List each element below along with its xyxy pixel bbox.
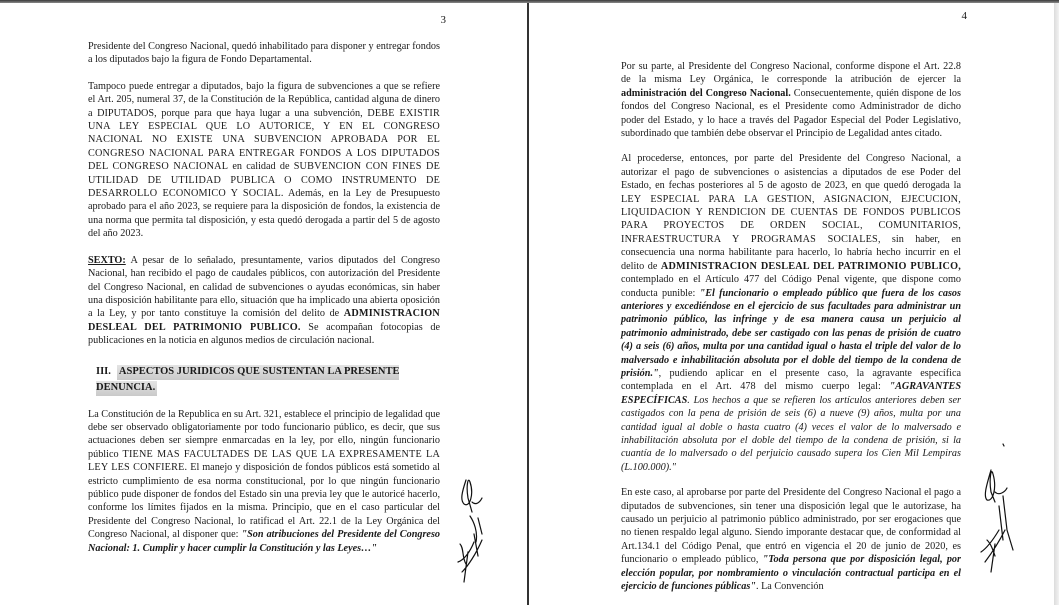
legal-quote-art-477: "El funcionario o empleado público que fuera de los casos anteriores y excediéndose en el ejercicio de sus facultades para administrar un patrimonio público, las infringe y de esa manera causa un perjuicio al patrimonio administrado, debe ser castigado con las penas de prisión de cuatro (4) a seis (6) años, multa por una cantidad igual o hasta el triple del valor de lo malversado e inhabilitación absoluta por el doble del tiempo de la condena de prisión."	[621, 287, 961, 379]
paragraph-text: , sin haber, en consecuencia una norma habilitante para hacerlo, lo habría hecho incurrir en el delito de	[621, 233, 961, 272]
paragraph-text: Presidente del Congreso Nacional, quedó inhabilitado para disponer y entregar fondos a los diputados bajo la figura de Fondo Departamental.	[88, 41, 440, 66]
paragraph-text: En este caso, al aprobarse por parte del Presidente del Congreso Nacional el pago a diputados de subvenciones, sin tener una disposición legal que le autorizase, ha causado un perjuicio al patrimonio público administrado, por ser erogaciones que no tienen respaldo legal alguno. Siendo imporante destacar que, de conformidad al Art.134.1 del Código Penal, que entró en vigencia el 20 de junio de 2020, es funcionario o empleado público,	[621, 487, 961, 566]
paragraph-fondo-departamental	[88, 40, 440, 67]
law-name: LEY ESPECIAL PARA LA GESTION, ASIGNACION, EJECUCION, LIQUIDACION Y RENDICION DE CUENTAS DE FONDOS PUBLICOS PARA PROYECTOS DE ORDEN SOCIAL, COMUNITARIOS, INFRAESTRUCTURA Y PROGRAMAS SOCIALES	[621, 193, 961, 245]
heading-text-highlighted: ASPECTOS JURIDICOS QUE SUSTENTAN LA PRESENTE DENUNCIA.	[96, 365, 399, 396]
emphasis-text: DEBE EXISTIR UNA LEY ESPECIAL QUE LO AUTORICE, Y EN EL CONGRESO NACIONAL NO EXISTE UNA SUBVENCION APROBADA POR EL CONGRESO NACIONAL PARA ENTREGAR FONDOS A LOS DIPUTADOS DEL CONGRESO NACIONAL	[88, 107, 441, 173]
legal-quote-title: "AGRAVANTES ESPECÍFICAS	[621, 381, 961, 406]
emphasis-text: TIENE MAS FACULTADES DE LAS QUE LA EXPRESAMENTE LA LEY LES CONFIERE.	[88, 448, 441, 474]
emphasis-text: administración del Congreso Nacional.	[621, 87, 791, 99]
paragraph-text: Tampoco puede entregar a diputados, bajo la figura de subvenciones a que se refiere el Art. 205, numeral 37, de la Constitución de la República, cantidad alguna de dinero a DIPUTADOS, porque para que haya lugar a una subvención,	[88, 80, 440, 119]
crime-name: ADMINISTRACION DESLEAL DEL PATRIMONIO PUBLICO.	[88, 308, 440, 333]
document-page-3	[0, 3, 527, 605]
paragraph-text: Además, en la Ley de Presupuesto aprobado para el año 2023, se requiere para la disposición de fondos, la existencia de una norma que permita tal disposición, y esta quedó derogada a partir del 5 de agosto del año 2023.	[88, 188, 441, 240]
paragraph-sexto	[88, 254, 440, 348]
crime-name: ADMINISTRACION DESLEAL DEL PATRIMONIO PUBLICO,	[660, 260, 961, 272]
page-edge	[1054, 3, 1059, 605]
section-heading	[96, 364, 440, 396]
paragraph-administracion	[621, 60, 961, 140]
legal-quote-art-134: "Toda persona que por disposición legal, por elección popular, por nombramiento o vinculación contractual participa en el ejercicio de funciones públicas"	[621, 554, 961, 593]
paragraph-text: , pudiendo aplicar en el presente caso, la agravante específica contemplada en el Art. 478 del mismo cuerpo legal:	[621, 367, 961, 393]
legal-quote: "Son atribuciones del Presidente del Congreso Nacional: 1. Cumplir y hacer cumplir la Constitución y las Leyes…"	[88, 529, 440, 554]
paragraph-text: Se acompañan fotocopias de publicaciones en la noticia en algunos medios de circulación nacional.	[88, 321, 440, 347]
paragraph-text: A pesar de lo señalado, presuntamente, varios diputados del Congreso Nacional, han recibido el pago de caudales públicos, con autorización del Presidente del Congreso Nacional, en calidad de subvenciones o ayudas económicas, sin haber una disposición habilitante para ello, situación que ha implicado una abierta oposición a la Ley, y por tanto constituye la comisión del delito de	[88, 254, 440, 320]
handwritten-signature-icon	[977, 440, 1017, 575]
paragraph-text: Al procederse, entonces, por parte del Presidente del Congreso Nacional, a autorizar el pago de subvenciones o asistencias a diputados de ese Poder del Estado, en fechas posteriores al 5 de agosto de 2023, en que quedó derogada la	[621, 153, 961, 192]
heading-number: III.	[96, 365, 111, 377]
page-number: 3	[440, 14, 446, 26]
paragraph-text: La Constitución de la Republica en su Art. 321, establece el principio de legalidad que debe ser observado obligatoriamente por todo funcionario público, es decir, que sus actuaciones deben ser siempre enmarcadas en la ley, por ello, ningún funcionario público	[88, 408, 440, 460]
paragraph-text: Por su parte, al Presidente del Congreso Nacional, conforme dispone el Art. 22.8 de la misma Ley Orgánica, le corresponde la atribución de ejercer la	[621, 61, 961, 86]
paragraph-text: contemplado en el Artículo 477 del Código Penal vigente, que dispone como conducta punible:	[621, 274, 961, 299]
paragraph-text: . La Convención	[755, 581, 824, 593]
paragraph-text: El manejo y disposición de fondos públicos está sometido al estricto cumplimiento de esa norma constitucional, por lo que ningún funcionario público pude disponer de fondos del Estado sin una previa ley que le autoricé hacerlo, conforme los límites fijados en la misma. Principio, que en el caso particular del Presidente del Congreso Nacional, lo ratificad el Art. 22.1 de la Ley Orgánica del Congreso Nacional, al disponer que:	[88, 462, 440, 541]
paragraph-delito	[621, 152, 961, 474]
paragraph-constitucion	[88, 408, 440, 555]
paragraph-perjuicio	[621, 486, 961, 593]
paragraph-subvenciones	[88, 80, 440, 241]
page-number: 4	[961, 10, 967, 22]
emphasis-text: SUBVENCION CON FINES DE UTILIDAD DE UTILIDAD PUBLICA O COMO INSTRUMENTO DE DESARROLLO ECONOMICO Y SOCIAL.	[88, 161, 440, 200]
section-label: SEXTO:	[88, 254, 126, 266]
window-top-border	[0, 0, 1059, 3]
handwritten-signature-icon	[452, 472, 492, 587]
paragraph-text: en calidad de	[228, 161, 294, 173]
paragraph-text: Consecuentemente, quién dispone de los fondos del Congreso Nacional, es el Presidente como Administrador de dicho poder del Estado, y lo hace a través del Pagador Especial del Poder Legislativo, subordinado que también debe observar el Principio de Legalidad antes citado.	[621, 87, 961, 140]
document-page-4	[529, 3, 1054, 605]
legal-quote-art-478: . Los hechos a que se refieren los artículos anteriores deben ser castigados con la pena de prisión de seis (6) a nueve (9) años, multa por una cantidad igual al doble o hasta cuatro (4) veces el valor de lo malversado e inhabilitación absoluta por el doble del tiempo de la condena de prisión, si la cuantía de lo malversado o del perjuicio causado supera los Cien Mil Lempiras (L.100.000)."	[621, 394, 961, 473]
